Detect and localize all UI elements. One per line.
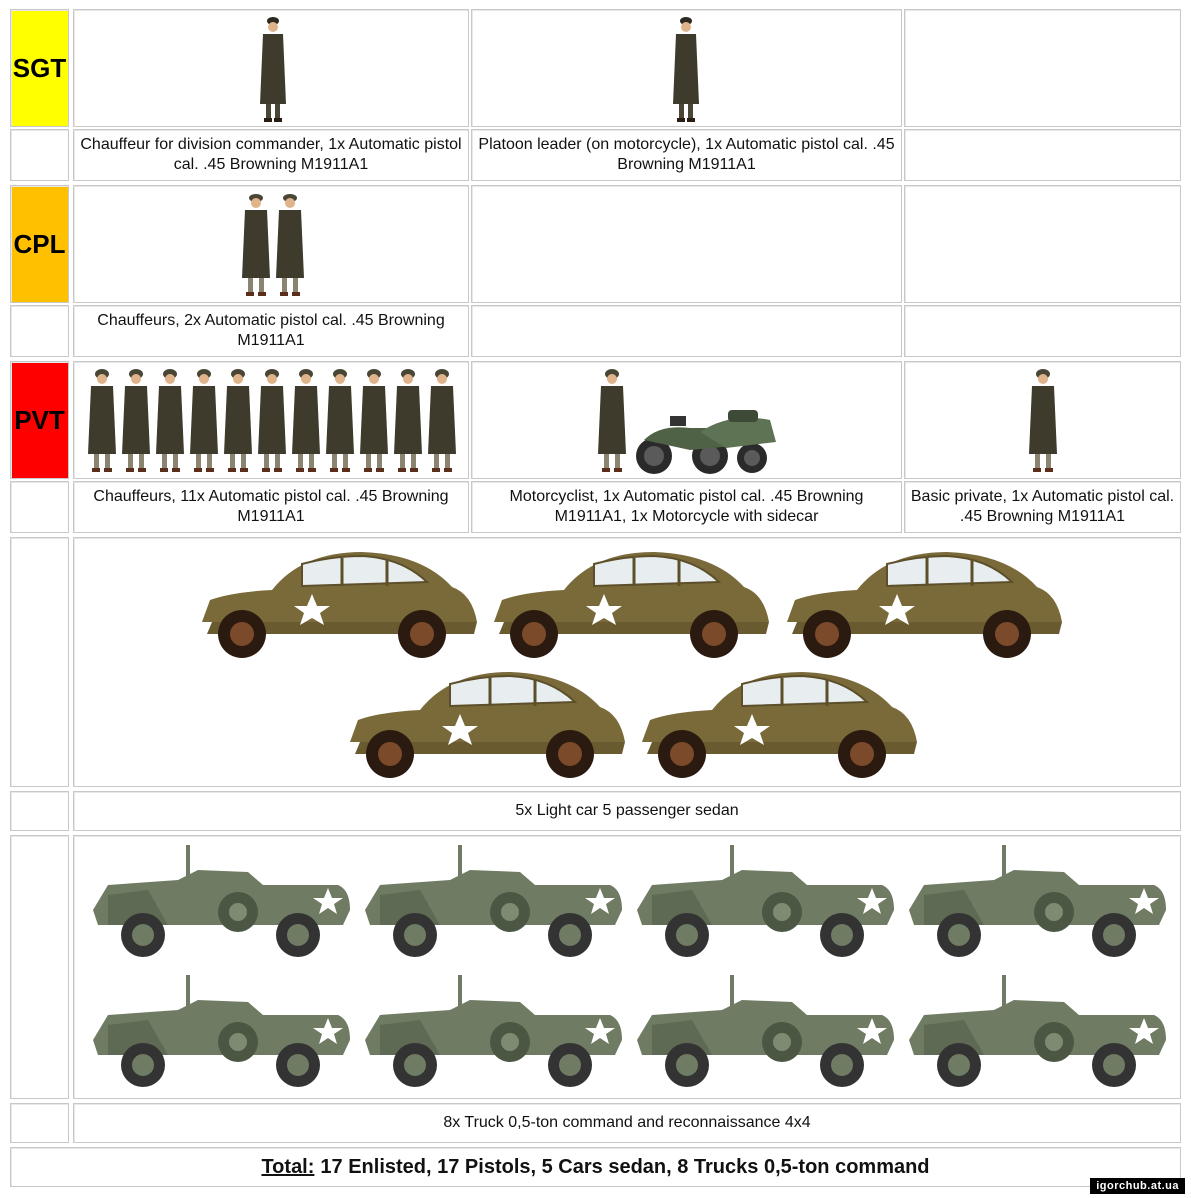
sedan-car-icon bbox=[192, 542, 482, 662]
pvt-soldier-group bbox=[86, 366, 462, 476]
pvt-caption-3: Basic private, 1x Automatic pistol cal. .45 Browning M1911A1 bbox=[904, 481, 1181, 533]
soldier-figure bbox=[274, 190, 306, 300]
soldier-figure bbox=[256, 366, 288, 476]
pvt-caption-2: Motorcyclist, 1x Automatic pistol cal. .45 Browning M1911A1, 1x Motorcycle with sidecar bbox=[471, 481, 902, 533]
truck-4x4-icon bbox=[632, 840, 897, 960]
truck-spacer bbox=[10, 835, 69, 1099]
truck-caption: 8x Truck 0,5-ton command and reconnaissance 4x4 bbox=[73, 1103, 1181, 1143]
cpl-caption-3 bbox=[904, 305, 1181, 357]
truck-4x4-icon bbox=[360, 970, 625, 1090]
soldier-figure bbox=[358, 366, 390, 476]
soldier-officer-figure bbox=[258, 14, 288, 124]
soldier-figure bbox=[240, 190, 272, 300]
soldier-figure bbox=[154, 366, 186, 476]
rank-badge-sgt: SGT bbox=[10, 9, 69, 127]
sgt-image-cell-3 bbox=[904, 9, 1181, 127]
total-text: 17 Enlisted, 17 Pistols, 5 Cars sedan, 8 Trucks 0,5-ton command bbox=[320, 1155, 930, 1178]
sedan-car-icon bbox=[484, 542, 774, 662]
truck-caption-spacer bbox=[10, 1103, 69, 1143]
sgt-caption-3 bbox=[904, 129, 1181, 181]
cpl-caption-2 bbox=[471, 305, 902, 357]
total-label: Total: bbox=[261, 1155, 315, 1178]
soldier-figure bbox=[392, 366, 424, 476]
sedan-caption: 5x Light car 5 passenger sedan bbox=[73, 791, 1181, 831]
total-row bbox=[10, 1147, 1181, 1187]
sgt-caption-1: Chauffeur for division commander, 1x Automatic pistol cal. .45 Browning M1911A1 bbox=[73, 129, 469, 181]
truck-4x4-icon bbox=[360, 840, 625, 960]
sedan-caption-spacer bbox=[10, 791, 69, 831]
soldier-figure bbox=[1027, 366, 1059, 476]
sgt-caption-2: Platoon leader (on motorcycle), 1x Automatic pistol cal. .45 Browning M1911A1 bbox=[471, 129, 902, 181]
rank-badge-pvt: PVT bbox=[10, 361, 69, 479]
soldier-figure bbox=[222, 366, 254, 476]
sgt-image-cell-2 bbox=[471, 9, 902, 127]
soldier-figure bbox=[596, 366, 628, 476]
pvt-caption-1: Chauffeurs, 11x Automatic pistol cal. .45 Browning M1911A1 bbox=[73, 481, 469, 533]
soldier-figure bbox=[290, 366, 322, 476]
pvt-image-cell-2 bbox=[471, 361, 902, 479]
soldier-figure bbox=[324, 366, 356, 476]
cpl-image-cell-2 bbox=[471, 185, 902, 303]
pvt-image-cell-1 bbox=[73, 361, 469, 479]
pvt-image-cell-3 bbox=[904, 361, 1181, 479]
soldier-officer-figure bbox=[671, 14, 701, 124]
soldier-figure bbox=[120, 366, 152, 476]
truck-4x4-icon bbox=[904, 970, 1169, 1090]
cpl-image-cell-3 bbox=[904, 185, 1181, 303]
truck-4x4-icon bbox=[88, 840, 353, 960]
soldier-figure bbox=[426, 366, 458, 476]
cpl-caption-spacer bbox=[10, 305, 69, 357]
cpl-image-cell-1 bbox=[73, 185, 469, 303]
motorcycle-sidecar-icon bbox=[630, 402, 782, 476]
sedan-car-icon bbox=[340, 662, 630, 782]
sedan-car-icon bbox=[777, 542, 1067, 662]
truck-4x4-icon bbox=[88, 970, 353, 1090]
soldier-figure bbox=[188, 366, 220, 476]
truck-4x4-icon bbox=[904, 840, 1169, 960]
sedan-image-cell bbox=[73, 537, 1181, 787]
site-watermark: igorchub.at.ua bbox=[1090, 1178, 1185, 1194]
sgt-caption-spacer bbox=[10, 129, 69, 181]
sedan-group bbox=[74, 538, 1182, 788]
rank-badge-cpl: CPL bbox=[10, 185, 69, 303]
truck-4x4-icon bbox=[632, 970, 897, 1090]
truck-image-cell bbox=[73, 835, 1181, 1099]
pvt-caption-spacer bbox=[10, 481, 69, 533]
soldier-figure bbox=[86, 366, 118, 476]
sedan-car-icon bbox=[632, 662, 922, 782]
cpl-caption-1: Chauffeurs, 2x Automatic pistol cal. .45 Browning M1911A1 bbox=[73, 305, 469, 357]
truck-group bbox=[74, 836, 1182, 1100]
sgt-image-cell-1 bbox=[73, 9, 469, 127]
sedan-spacer bbox=[10, 537, 69, 787]
